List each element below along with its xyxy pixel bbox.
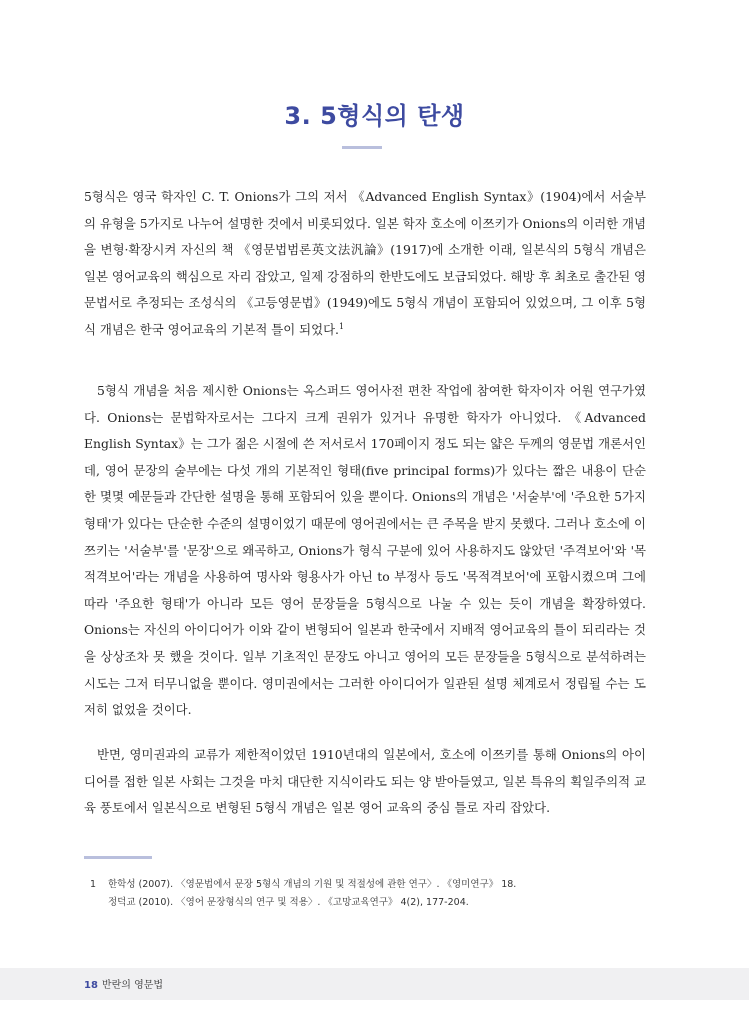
footnote-citation-2: 정덕교 (2010). 〈영어 문장형식의 연구 및 적용〉. 《고망교육연구》 4(2), 177-204. <box>108 897 469 908</box>
footnote-number: 1 <box>90 879 97 890</box>
title-underline <box>342 146 382 149</box>
paragraph-3: 반면, 영미권과의 교류가 제한적이었던 1910년대의 일본에서, 호소에 이쯔키를 통해 Onions의 아이디어를 접한 일본 사회는 그것을 마치 대단한 지식이라도 되는 양 받아들였고, 일본 특유의 획일주의적 교육 풍토에서 일본식으로 변형된 5형식 개념은 일본 영어 교육의 중심 틀로 자리 잡았다. <box>84 747 646 816</box>
footnote-ref-1[interactable]: 1 <box>339 321 345 331</box>
footnote-divider <box>84 856 152 859</box>
paragraph-1-text: 5형식은 영국 학자인 C. T. Onions가 그의 저서 《Advanced English Syntax》(1904)에서 서술부의 유형을 5가지로 나누어 설명한 것에서 비롯되었다. 일본 학자 호소에 이쯔키가 Onions의 이러한 개념을 변형·확장시켜 자신의 책 《영문법범론英文法汎論》(1917)에 소개한 이래, 일본식의 5형식 개념은 일본 영어교육의 핵심으로 자리 잡았고, 일제 강점하의 한반도에도 보급되었다. 해방 후 최초로 출간된 영문법서로 추정되는 조성식의 《고등영문법》(1949)에도 5형식 개념이 포함되어 있었으며, 그 이후 5형식 개념은 한국 영어교육의 기본적 틀이 되었다. <box>84 189 646 337</box>
book-title: 반란의 영문법 <box>101 980 164 991</box>
section-title: 3. 5형식의 탄생 <box>284 102 465 130</box>
footnotes <box>90 876 650 912</box>
paragraph-2: 5형식 개념을 처음 제시한 Onions는 옥스퍼드 영어사전 편찬 작업에 참여한 학자이자 어원 연구가였다. Onions는 문법학자로서는 그다지 크게 권위가 있거나 유명한 학자가 아니었다. 《Advanced English Syntax》는 그가 젊은 시절에 쓴 저서로서 170페이지 정도 되는 얇은 두께의 영문법 개론서인데, 영어 문장의 술부에는 다섯 개의 기본적인 형태(five principal forms)가 있다는 짧은 내용이 단순한 몇몇 예문들과 간단한 설명을 통해 포함되어 있을 뿐이다. Onions의 개념은 '서술부'에 '주요한 5가지 형태'가 있다는 단순한 수준의 설명이었기 때문에 영어권에서는 큰 주목을 받지 못했다. 그러나 호소에 이쯔키는 '서술부'를 '문장'으로 왜곡하고, Onions가 형식 구분에 있어 사용하지도 않았던 '주격보어'와 '목적격보어'라는 개념을 사용하여 명사와 형용사가 아닌 to 부정사 등도 '목적격보어'에 포함시켰으며 그에 따라 '주요한 형태'가 아니라 모든 영어 문장들을 5형식으로 나눌 수 있는 듯이 개념을 확장하였다. Onions는 자신의 아이디어가 이와 같이 변형되어 일본과 한국에서 지배적 영어교육의 틀이 되리라는 것을 상상조차 못 했을 것이다. 일부 기초적인 문장도 아니고 영어의 모든 문장들을 5형식으로 분석하려는 시도는 그저 터무니없을 뿐이다. 영미권에서는 그러한 아이디어가 일관된 설명 체계로서 정립될 수는 도저히 없었을 것이다. <box>84 383 646 718</box>
footnote-1 <box>90 876 650 894</box>
page-footer <box>84 976 163 991</box>
footnote-citation-1: 한학성 (2007). 〈영문법에서 문장 5형식 개념의 기원 및 적절성에 관한 연구〉. 《영미연구》 18. <box>108 879 517 890</box>
page-number: 18 <box>84 980 98 991</box>
paragraph-1 <box>84 184 646 344</box>
